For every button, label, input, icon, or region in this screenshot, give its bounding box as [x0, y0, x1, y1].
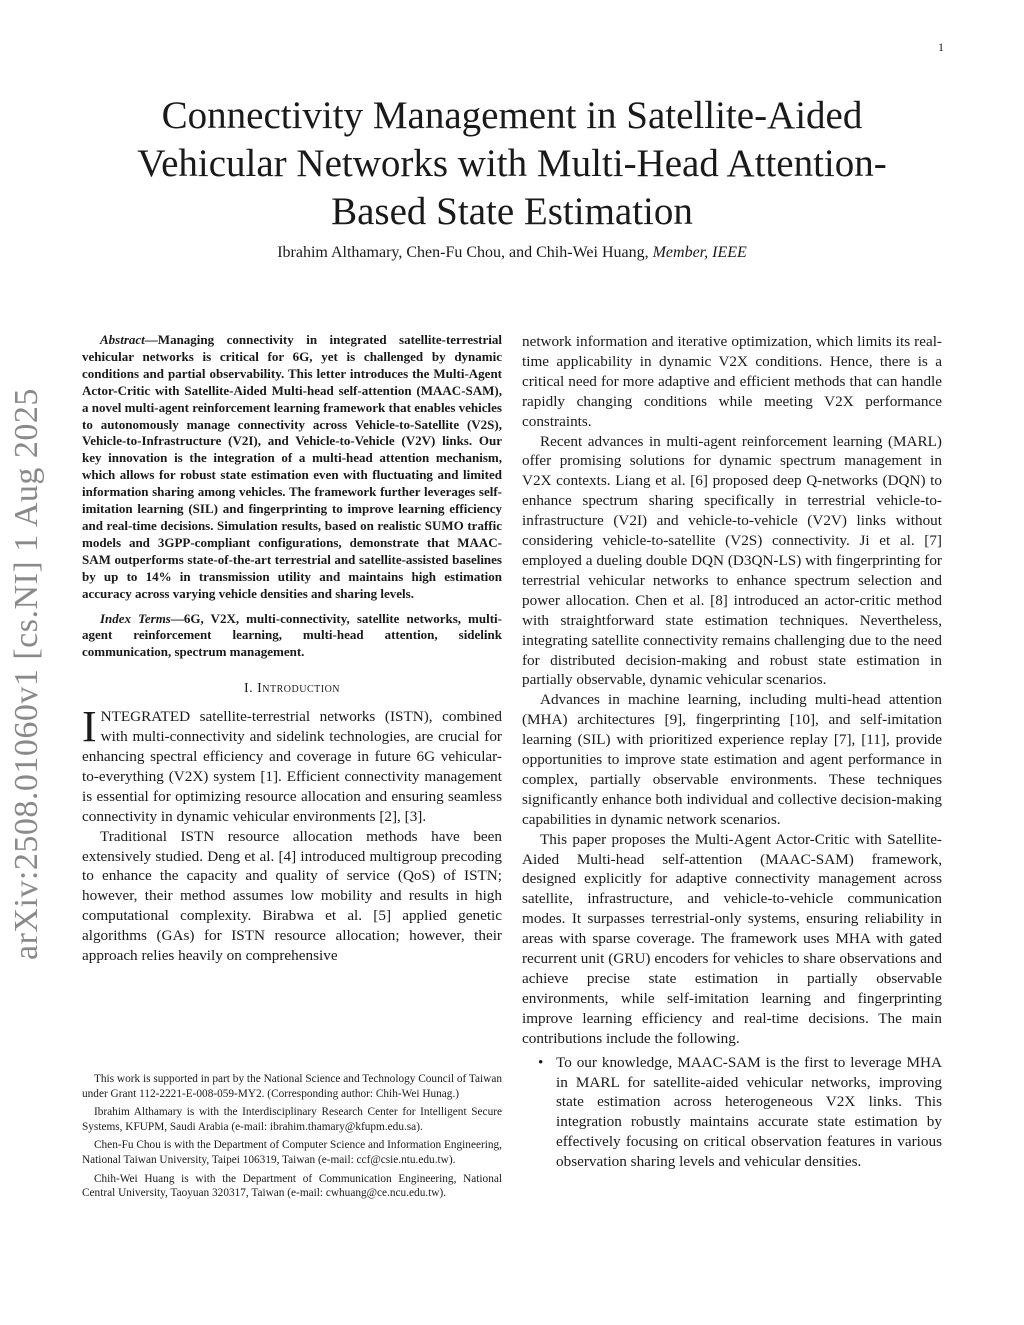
page-number: 1 — [938, 40, 944, 54]
author-line — [120, 244, 904, 262]
footnote-author-3: Chih-Wei Huang is with the Department of Communication Engineering, National Central University, Taoyuan 320317, Taiwan (e-mail: cwhuang@ce.ncu.edu.tw). — [82, 1172, 502, 1200]
paper-title: Connectivity Management in Satellite-Aided Vehicular Networks with Multi-Head Attention-Based State Estimation — [137, 94, 887, 233]
abstract — [82, 332, 502, 603]
footnotes — [82, 1072, 502, 1205]
intro-paragraph-1 — [82, 702, 502, 826]
footnote-funding: This work is supported in part by the National Science and Technology Council of Taiwan under Grant 112-2221-E-008-059-MY2. (Corresponding author: Chih-Wei Hunag.) — [82, 1073, 502, 1100]
left-column — [82, 332, 502, 966]
index-terms — [82, 611, 502, 662]
contributions-list — [522, 1053, 942, 1172]
author-membership: Member, IEEE — [652, 244, 747, 261]
drop-cap: I — [82, 702, 97, 752]
list-item — [522, 1053, 942, 1172]
drop-cap-continuation: NTEGRATED — [100, 708, 191, 726]
section-number: I. — [243, 681, 254, 697]
right-column — [522, 332, 942, 1172]
footnote-author-2: Chen-Fu Chou is with the Department of Computer Science and Information Engineering, National Taiwan University, Taipei 106319, Taiwan (e-mail: ccf@csie.ntu.edu.tw). — [82, 1139, 502, 1166]
abstract-text: —Managing connectivity in integrated satellite-terrestrial vehicular networks is critical for 6G, yet is challenged by dynamic conditions and partial observability. This letter introduces the Multi-Agent Actor-Critic with Satellite-Aided Multi-head self-attention (MAAC-SAM), a novel multi-agent reinforcement learning framework that enables vehicles to autonomously manage connectivity across Vehicle-to-Satellite (V2S), Vehicle-to-Infrastructure (V2I), and Vehicle-to-Vehicle (V2V) links. Our key innovation is the integration of a multi-head attention mechanism, which allows for robust state estimation even with fluctuating and limited information sharing among vehicles. The framework further leverages self-imitation learning (SIL) and fingerprinting to improve learning efficiency and real-time decisions. Simulation results, based on realistic SUMO traffic models and 3GPP-compliant configurations, demonstrate that MAAC-SAM outperforms state-of-the-art terrestrial and satellite-assisted baselines by up to 14% in transmission utility and maintains high estimation accuracy across varying vehicle densities and sharing levels. — [82, 332, 502, 601]
intro-paragraph-1-text: satellite-terrestrial networks (ISTN), combined with multi-connectivity and sidelink technologies, are crucial for enhancing spectral efficiency and coverage in future 6G vehicular-to-everything (V2X) system [1]. Efficient connectivity management is essential for optimizing resource allocation and ensuring seamless connectivity in dynamic vehicular environments [2], [3]. — [82, 708, 502, 825]
arxiv-identifier-stamp: arXiv:2508.01060v1 [cs.NI] 1 Aug 2025 — [8, 388, 45, 960]
section-title: Introduction — [257, 681, 341, 697]
index-terms-text: —6G, V2X, multi-connectivity, satellite networks, multi-agent reinforcement learning, multi-head attention, sidelink communication, spectrum management. — [82, 610, 503, 660]
right-paragraph-4: This paper proposes the Multi-Agent Actor-Critic with Satellite-Aided Multi-head self-attention (MAAC-SAM) framework, designed explicitly for adaptive connectivity management across satellite, infrastructure, and vehicle-to-vehicle communication modes. It surpasses terrestrial-only systems, ensuring reliability in areas with sparse coverage. The framework uses MHA with gated recurrent unit (GRU) encoders for vehicles to share observations and achieve precise state estimation in partially observable environments, while self-imitation learning and fingerprinting improve learning efficiency and real-time decisions. The main contributions include the following. — [522, 830, 942, 1047]
right-paragraph-1: network information and iterative optimization, which limits its real-time applicability in dynamic V2X conditions. Hence, there is a critical need for more adaptive and efficient methods that can handle rapidly changing conditions while meeting V2X performance constraints. — [522, 333, 942, 430]
abstract-lead: Abstract — [100, 332, 145, 347]
index-terms-lead: Index Terms — [100, 610, 171, 626]
contribution-text: To our knowledge, MAAC-SAM is the first to leverage MHA in MARL for satellite-aided vehicular networks, improving state estimation across heterogeneous V2X links. This integration robustly maintains accurate state estimation by effectively focusing on critical observation features in various observation sharing levels and vehicular densities. — [556, 1053, 942, 1171]
right-paragraph-3: Advances in machine learning, including multi-head attention (MHA) architectures [9], fingerprinting [10], and self-imitation learning (SIL) with prioritized experience replay [7], [11], provide opportunities to improve state estimation and agent performance in complex, partially observable environments. These techniques significantly enhance both individual and collective decision-making capabilities in dynamic network scenarios. — [522, 691, 942, 828]
bullet-icon: • — [538, 1053, 544, 1071]
footnote-author-1: Ibrahim Althamary is with the Interdisciplinary Research Center for Intelligent Secure Systems, KFUPM, Saudi Arabia (e-mail: ibrahim.thamary@kfupm.edu.sa). — [82, 1106, 502, 1133]
section-heading — [82, 681, 502, 697]
author-names: Ibrahim Althamary, Chen-Fu Chou, and Chih-Wei Huang, — [277, 244, 649, 261]
intro-paragraph-2: Traditional ISTN resource allocation methods have been extensively studied. Deng et al. [4] introduced multigroup precoding to enhance the capacity and quality of service (QoS) of ISTN; however, their method assumes low mobility and results in high computational complexity. Birabwa et al. [5] applied genetic algorithms (GAs) for ISTN resource allocation; however, their approach relies heavily on comprehensive — [82, 827, 502, 965]
right-paragraph-2: Recent advances in multi-agent reinforcement learning (MARL) offer promising solutions for dynamic spectrum management in V2X contexts. Liang et al. [6] proposed deep Q-networks (DQN) to enhance spectrum sharing specifically in terrestrial vehicle-to-infrastructure (V2I) and vehicle-to-vehicle (V2V) links without considering vehicle-to-satellite (V2S) connectivity. Ji et al. [7] employed a dueling double DQN (D3QN-LS) with fingerprinting for terrestrial vehicular networks to enhance spectrum selection and power allocation. Chen et al. [8] introduced an actor-critic method with straightforward state estimation techniques. Nevertheless, integrating satellite connectivity remains challenging due to the need for distributed decision-making and robust state estimation in partially observable, dynamic vehicular scenarios. — [522, 432, 942, 689]
